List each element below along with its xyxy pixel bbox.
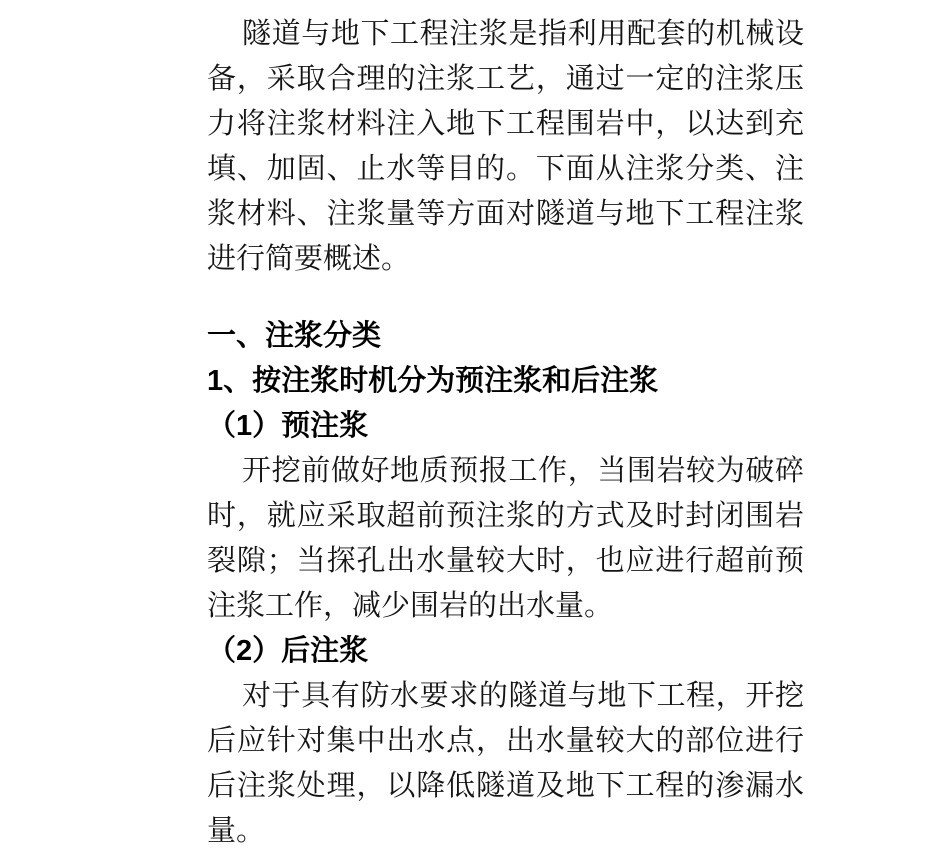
pre-grouting-paragraph: 开挖前做好地质预报工作，当围岩较为破碎时，就应采取超前预注浆的方式及时封闭围岩裂隙；当探孔出水量较大时，也应进行超前预注浆工作，减少围岩的出水量。 (207, 455, 804, 622)
intro-paragraph: 隧道与地下工程注浆是指利用配套的机械设备，采取合理的注浆工艺，通过一定的注浆压力将注浆材料注入地下工程围岩中，以达到充填、加固、止水等目的。下面从注浆分类、注浆材料、注浆量等方面对隧道与地下工程注浆进行简要概述。 (207, 18, 804, 275)
item-heading-post-grouting: （2）后注浆 (207, 635, 369, 667)
section-heading-grouting-classification: 一、注浆分类 (207, 320, 382, 352)
article (207, 0, 804, 854)
subsection-heading-timing-classification: 1、按注浆时机分为预注浆和后注浆 (207, 365, 659, 397)
post-grouting-paragraph: 对于具有防水要求的隧道与地下工程，开挖后应针对集中出水点，出水量较大的部位进行后注浆处理，以降低隧道及地下工程的渗漏水量。 (207, 680, 804, 847)
item-heading-pre-grouting: （1）预注浆 (207, 410, 369, 442)
